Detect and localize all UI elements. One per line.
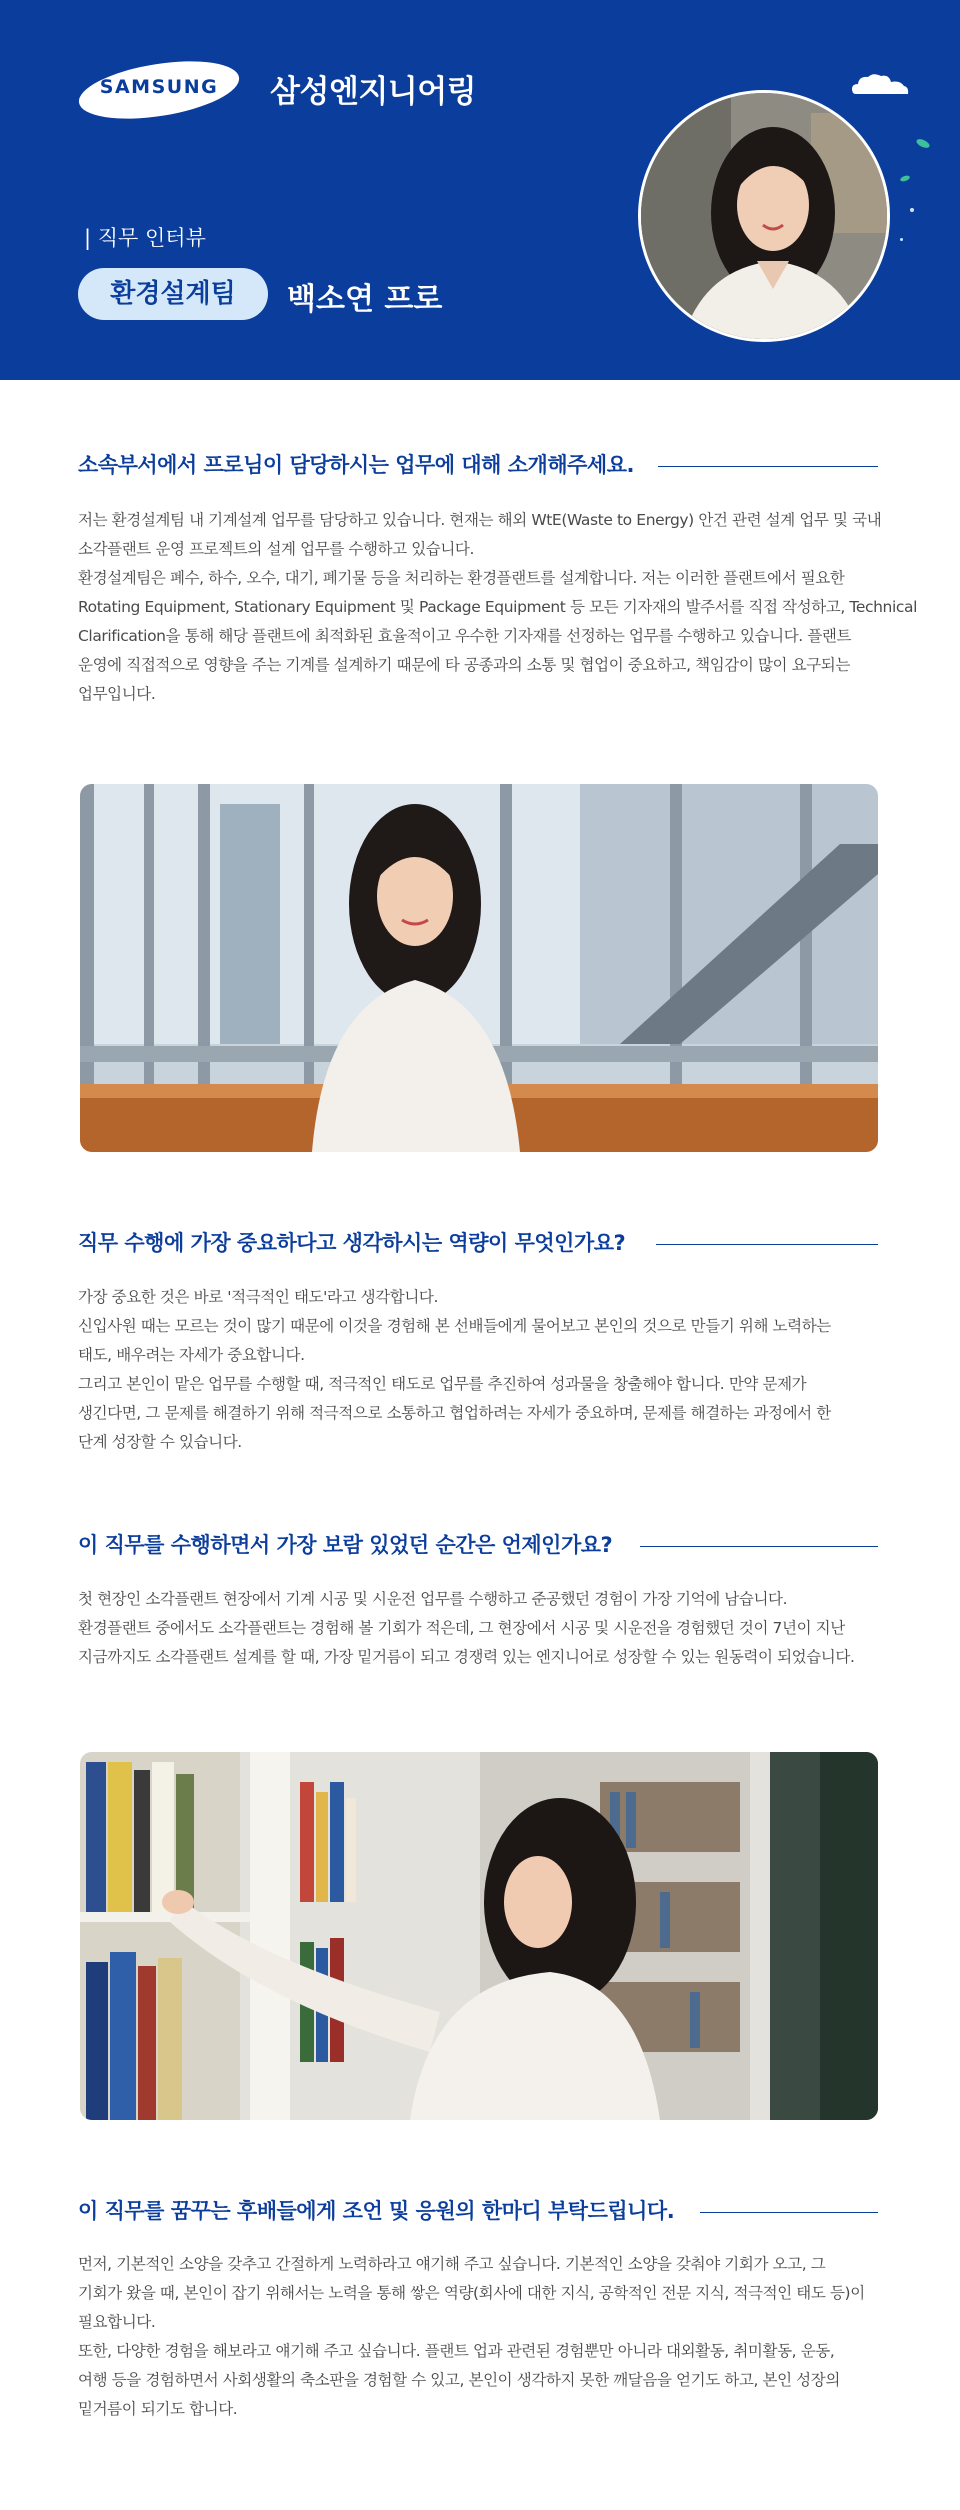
answer-line: Rotating Equipment, Stationary Equipment 및 Package Equipment 등 모든 기자재의 발주서를 직접 작성하고, Technical (78, 598, 917, 616)
answer-line: 기회가 왔을 때, 본인이 잡기 위해서는 노력을 통해 쌓은 역량(회사에 대한 지식, 공학적인 전문 지식, 적극적인 태도 등)이 (78, 2284, 865, 2302)
answer-line: 환경플랜트 중에서도 소각플랜트는 경험해 볼 기회가 적은데, 그 현장에서 시공 및 시운전을 경험했던 것이 7년이 지난 (78, 1619, 845, 1637)
answer-line: 먼저, 기본적인 소양을 갖추고 간절하게 노력하라고 얘기해 주고 싶습니다. 기본적인 소양을 갖춰야 기회가 오고, 그 (78, 2255, 826, 2273)
section-tag: | 직무 인터뷰 (84, 226, 206, 250)
answer-line: 가장 중요한 것은 바로 '적극적인 태도'라고 생각합니다. (78, 1288, 439, 1306)
answer-text (78, 506, 917, 709)
samsung-logo-text: SAMSUNG (99, 76, 219, 98)
interviewee-portrait (638, 90, 890, 342)
answer-text (78, 2250, 890, 2424)
heading-rule (656, 1244, 878, 1245)
heading-rule (640, 1546, 878, 1547)
cloud-icon (850, 72, 910, 96)
leaf-icon (915, 137, 931, 149)
answer-line: Clarification을 통해 해당 플랜트에 최적화된 효율적이고 우수한 기자재를 선정하는 업무를 수행하고 있습니다. 플랜트 (78, 627, 852, 645)
answer-line: 소각플랜트 운영 프로젝트의 설계 업무를 수행하고 있습니다. (78, 540, 475, 558)
question-heading: 이 직무를 꿈꾸는 후배들에게 조언 및 응원의 한마디 부탁드립니다. (78, 2199, 675, 2223)
answer-line: 여행 등을 경험하면서 사회생활의 축소판을 경험할 수 있고, 본인이 생각하지 못한 깨달음을 얻기도 하고, 본인 성장의 (78, 2371, 840, 2389)
answer-line: 지금까지도 소각플랜트 설계를 할 때, 가장 밑거름이 되고 경쟁력 있는 엔지니어로 성장할 수 있는 원동력이 되었습니다. (78, 1648, 855, 1666)
heading-rule (658, 466, 878, 467)
answer-line: 단계 성장할 수 있습니다. (78, 1433, 242, 1451)
answer-line: 필요합니다. (78, 2313, 156, 2331)
library-bookshelf-photo (80, 1752, 878, 2120)
answer-line: 또한, 다양한 경험을 해보라고 얘기해 주고 싶습니다. 플랜트 업과 관련된 경험뿐만 아니라 대외활동, 취미활동, 운동, (78, 2342, 835, 2360)
company-name: 삼성엔지니어링 (270, 74, 477, 110)
question-heading: 직무 수행에 가장 중요하다고 생각하시는 역량이 무엇인가요? (78, 1231, 626, 1255)
answer-text (78, 1283, 890, 1457)
leaf-icon (899, 174, 910, 182)
sparkle-dot (900, 238, 903, 241)
team-badge: 환경설계팀 (78, 268, 268, 320)
answer-line: 저는 환경설계팀 내 기계설계 업무를 담당하고 있습니다. 현재는 해외 WtE(Waste to Energy) 안건 관련 설계 업무 및 국내 (78, 511, 882, 529)
answer-line: 그리고 본인이 맡은 업무를 수행할 때, 적극적인 태도로 업무를 추진하여 성과물을 창출해야 합니다. 만약 문제가 (78, 1375, 807, 1393)
sparkle-dot (910, 208, 914, 212)
interviewee-name: 백소연 프로 (287, 282, 443, 317)
answer-line: 환경설계팀은 폐수, 하수, 오수, 대기, 폐기물 등을 처리하는 환경플랜트를 설계합니다. 저는 이러한 플랜트에서 필요한 (78, 569, 845, 587)
answer-line: 업무입니다. (78, 685, 156, 703)
answer-line: 신입사원 때는 모르는 것이 많기 때문에 이것을 경험해 본 선배들에게 물어보고 본인의 것으로 만들기 위해 노력하는 (78, 1317, 831, 1335)
interview-header (0, 0, 960, 380)
answer-line: 밑거름이 되기도 합니다. (78, 2400, 238, 2418)
question-heading: 이 직무를 수행하면서 가장 보람 있었던 순간은 언제인가요? (78, 1533, 613, 1557)
answer-line: 운영에 직접적으로 영향을 주는 기계를 설계하기 때문에 타 공종과의 소통 및 협업이 중요하고, 책임감이 많이 요구되는 (78, 656, 850, 674)
answer-line: 첫 현장인 소각플랜트 현장에서 기계 시공 및 시운전 업무를 수행하고 준공했던 경험이 가장 기억에 남습니다. (78, 1590, 788, 1608)
answer-line: 생긴다면, 그 문제를 해결하기 위해 적극적으로 소통하고 협업하려는 자세가 중요하며, 문제를 해결하는 과정에서 한 (78, 1404, 831, 1422)
office-window-photo (80, 784, 878, 1152)
answer-text (78, 1585, 890, 1672)
heading-rule (700, 2212, 878, 2213)
answer-line: 태도, 배우려는 자세가 중요합니다. (78, 1346, 305, 1364)
question-heading: 소속부서에서 프로님이 담당하시는 업무에 대해 소개해주세요. (78, 453, 634, 477)
